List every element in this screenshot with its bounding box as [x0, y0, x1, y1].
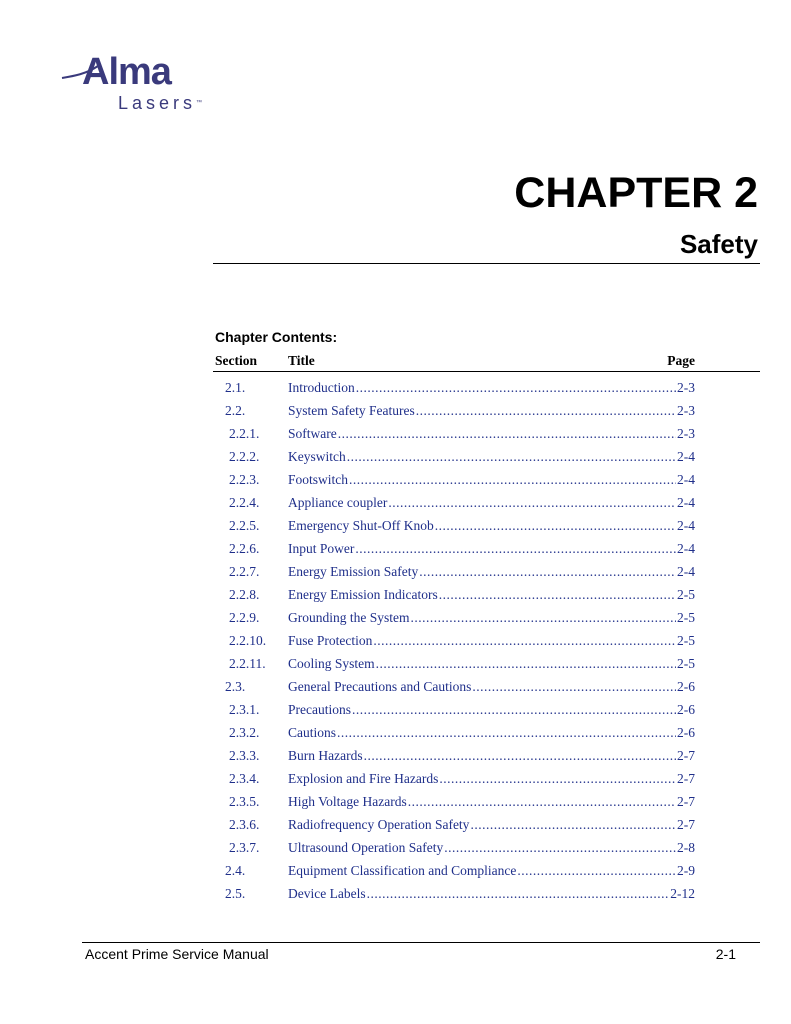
toc-entry-page[interactable]: 2-4 — [677, 449, 695, 464]
logo-tm: ™ — [196, 100, 203, 106]
toc-entry[interactable] — [215, 399, 695, 422]
toc-entry-number[interactable]: 2.3. — [225, 679, 246, 694]
toc-entry[interactable] — [215, 767, 695, 790]
toc-entry-page[interactable]: 2-5 — [677, 610, 695, 625]
toc-entry-page[interactable]: 2-3 — [677, 426, 695, 441]
toc-entry[interactable] — [215, 790, 695, 813]
toc-entry-title[interactable]: Energy Emission Indicators — [288, 587, 438, 602]
toc-entry-leader — [435, 514, 676, 537]
toc-entry[interactable] — [215, 376, 695, 399]
toc-entry[interactable] — [215, 422, 695, 445]
toc-entry-number[interactable]: 2.2.9. — [229, 610, 260, 625]
toc-entry-number[interactable]: 2.3.6. — [229, 817, 260, 832]
toc-entry-title[interactable]: Introduction — [288, 380, 355, 395]
toc-entry-title[interactable]: Appliance coupler — [288, 495, 388, 510]
toc-entry-page[interactable]: 2-6 — [677, 702, 695, 717]
toc-entry-page[interactable]: 2-4 — [677, 518, 695, 533]
toc-entry-number[interactable]: 2.2.1. — [229, 426, 260, 441]
toc-entry-link[interactable] — [288, 675, 695, 698]
toc-entry-page[interactable]: 2-4 — [677, 472, 695, 487]
toc-entry-number[interactable]: 2.2.6. — [229, 541, 260, 556]
toc-entry-title[interactable]: Burn Hazards — [288, 748, 363, 763]
toc-entry[interactable] — [215, 560, 695, 583]
toc-entry-leader — [364, 744, 676, 767]
toc-entry-number[interactable]: 2.2.4. — [229, 495, 260, 510]
toc-entry-number[interactable]: 2.2.11. — [229, 656, 266, 671]
toc-entry-page[interactable]: 2-7 — [677, 748, 695, 763]
toc-entry-title[interactable]: Radiofrequency Operation Safety — [288, 817, 470, 832]
toc-entry-title[interactable]: Cautions — [288, 725, 337, 740]
toc-entry-leader — [367, 882, 670, 905]
footer-page-number: 2-1 — [715, 946, 736, 962]
toc-entry-title[interactable]: Ultrasound Operation Safety — [288, 840, 444, 855]
toc-entry-page[interactable]: 2-12 — [670, 886, 695, 901]
toc-entry-leader — [444, 836, 676, 859]
toc-entry-title[interactable]: Explosion and Fire Hazards — [288, 771, 439, 786]
toc-entry-number[interactable]: 2.2.10. — [229, 633, 267, 648]
toc-entry-title[interactable]: Footswitch — [288, 472, 349, 487]
toc-entry-leader — [517, 859, 676, 882]
alma-lasers-logo — [60, 50, 220, 120]
toc-entry-page[interactable]: 2-7 — [677, 794, 695, 809]
toc-entry-link[interactable] — [288, 790, 695, 813]
toc-entry-leader — [472, 675, 676, 698]
toc-entry[interactable] — [215, 606, 695, 629]
toc-entry[interactable] — [215, 583, 695, 606]
toc-entry-link[interactable] — [288, 882, 695, 905]
toc-entry-title[interactable]: High Voltage Hazards — [288, 794, 407, 809]
toc-entry-number[interactable]: 2.2.2. — [229, 449, 260, 464]
toc-entry-leader — [338, 422, 676, 445]
toc-entry-number[interactable]: 2.2.7. — [229, 564, 260, 579]
toc-entry-leader — [349, 468, 676, 491]
toc-entry[interactable] — [215, 537, 695, 560]
toc-entry-link[interactable] — [288, 468, 695, 491]
toc-entry-link[interactable] — [288, 813, 695, 836]
toc-entry-page[interactable]: 2-6 — [677, 725, 695, 740]
toc-entry-link[interactable] — [288, 514, 695, 537]
toc-entry-title[interactable]: Emergency Shut-Off Knob — [288, 518, 434, 533]
chapter-title: Safety — [679, 229, 758, 259]
toc-list — [215, 376, 695, 905]
toc-entry-page[interactable]: 2-4 — [677, 564, 695, 579]
chapter-number: CHAPTER 2 — [514, 169, 758, 217]
toc-entry-page[interactable]: 2-6 — [677, 679, 695, 694]
toc-entry-number[interactable]: 2.3.7. — [229, 840, 260, 855]
toc-entry-leader — [355, 537, 676, 560]
logo-brand: Alma — [82, 51, 171, 93]
logo-sub-text: Lasers — [118, 93, 197, 113]
toc-entry[interactable] — [215, 468, 695, 491]
toc-entry-page[interactable]: 2-7 — [677, 817, 695, 832]
toc-header-rule — [213, 371, 760, 372]
toc-entry-page[interactable]: 2-3 — [677, 380, 695, 395]
toc-entry-number[interactable]: 2.5. — [225, 886, 246, 901]
toc-entry-number[interactable]: 2.4. — [225, 863, 246, 878]
footer-rule — [82, 942, 760, 943]
toc-entry-number[interactable]: 2.2.5. — [229, 518, 260, 533]
toc-entry-title[interactable]: Energy Emission Safety — [288, 564, 419, 579]
toc-entry-number[interactable]: 2.3.2. — [229, 725, 260, 740]
toc-entry-number[interactable]: 2.3.5. — [229, 794, 260, 809]
footer-manual-title: Accent Prime Service Manual — [85, 946, 269, 962]
toc-entry-title[interactable]: Keyswitch — [288, 449, 346, 464]
toc-entry-link[interactable] — [288, 629, 695, 652]
toc-entry-link[interactable] — [288, 560, 695, 583]
toc-entry-leader — [470, 813, 676, 836]
toc-entry-title[interactable]: Device Labels — [288, 886, 366, 901]
toc-entry-link[interactable] — [288, 698, 695, 721]
toc-entry-link[interactable] — [288, 859, 695, 882]
toc-entry-link[interactable] — [288, 583, 695, 606]
toc-entry-leader — [439, 767, 676, 790]
toc-entry-link[interactable] — [288, 376, 695, 399]
toc-entry-link[interactable] — [288, 767, 695, 790]
toc-entry-link[interactable] — [288, 537, 695, 560]
logo-sub — [118, 92, 202, 114]
toc-entry[interactable] — [215, 491, 695, 514]
toc-entry-link[interactable] — [288, 491, 695, 514]
toc-entry-link[interactable] — [288, 652, 695, 675]
toc-entry-leader — [352, 698, 676, 721]
toc-entry-leader — [439, 583, 676, 606]
toc-entry-title[interactable]: Software — [288, 426, 337, 441]
toc-entry-leader — [388, 491, 676, 514]
toc-entry-page[interactable]: 2-4 — [677, 541, 695, 556]
toc-entry-leader — [416, 399, 676, 422]
toc-entry-link[interactable] — [288, 606, 695, 629]
toc-entry-leader — [337, 721, 676, 744]
toc-entry-page[interactable]: 2-8 — [677, 840, 695, 855]
toc-entry-title[interactable]: General Precautions and Cautions — [288, 679, 472, 694]
toc-entry-page[interactable]: 2-4 — [677, 495, 695, 510]
toc-entry[interactable] — [215, 859, 695, 882]
toc-entry[interactable] — [215, 744, 695, 767]
toc-entry-title[interactable]: Input Power — [288, 541, 355, 556]
toc-entry-link[interactable] — [288, 445, 695, 468]
toc-entry-leader — [356, 376, 676, 399]
toc-entry[interactable] — [215, 813, 695, 836]
toc-entry-leader — [419, 560, 676, 583]
toc-entry-number[interactable]: 2.2.8. — [229, 587, 260, 602]
toc-entry[interactable] — [215, 445, 695, 468]
toc-entry[interactable] — [215, 675, 695, 698]
toc-entry-page[interactable]: 2-9 — [677, 863, 695, 878]
toc-entry-number[interactable]: 2.2.3. — [229, 472, 260, 487]
toc-entry[interactable] — [215, 836, 695, 859]
toc-header-section: Section — [215, 353, 257, 368]
toc-entry-page[interactable]: 2-5 — [677, 587, 695, 602]
toc-entry-leader — [411, 606, 677, 629]
toc-entry-link[interactable] — [288, 721, 695, 744]
toc-entry-link[interactable] — [288, 836, 695, 859]
toc-entry-page[interactable]: 2-5 — [677, 633, 695, 648]
toc-header-title: Title — [288, 353, 315, 368]
contents-heading: Chapter Contents: — [215, 329, 338, 345]
toc-entry-title[interactable]: Grounding the System — [288, 610, 410, 625]
toc-entry-title[interactable]: Cooling System — [288, 656, 375, 671]
toc-entry-number[interactable]: 2.3.3. — [229, 748, 260, 763]
toc-entry-number[interactable]: 2.1. — [225, 380, 246, 395]
toc-header — [215, 353, 760, 371]
title-rule — [213, 263, 760, 264]
toc-entry-link[interactable] — [288, 744, 695, 767]
toc-entry-title[interactable]: Precautions — [288, 702, 351, 717]
toc-entry-number[interactable]: 2.3.4. — [229, 771, 260, 786]
toc-entry-leader — [408, 790, 676, 813]
toc-header-page: Page — [667, 353, 695, 368]
toc-entry[interactable] — [215, 652, 695, 675]
toc-entry-link[interactable] — [288, 399, 695, 422]
toc-entry-leader — [373, 629, 676, 652]
toc-entry[interactable] — [215, 698, 695, 721]
toc-entry-link[interactable] — [288, 422, 695, 445]
toc-entry-page[interactable]: 2-3 — [677, 403, 695, 418]
toc-entry[interactable] — [215, 629, 695, 652]
toc-entry-title[interactable]: Equipment Classification and Compliance — [288, 863, 517, 878]
toc-entry-title[interactable]: Fuse Protection — [288, 633, 373, 648]
toc-entry-leader — [347, 445, 676, 468]
toc-entry-number[interactable]: 2.2. — [225, 403, 246, 418]
toc-entry[interactable] — [215, 882, 695, 905]
toc-entry-leader — [376, 652, 676, 675]
toc-entry-title[interactable]: System Safety Features — [288, 403, 415, 418]
toc-entry[interactable] — [215, 721, 695, 744]
toc-entry-page[interactable]: 2-7 — [677, 771, 695, 786]
toc-entry-page[interactable]: 2-5 — [677, 656, 695, 671]
toc-entry-number[interactable]: 2.3.1. — [229, 702, 260, 717]
toc-entry[interactable] — [215, 514, 695, 537]
